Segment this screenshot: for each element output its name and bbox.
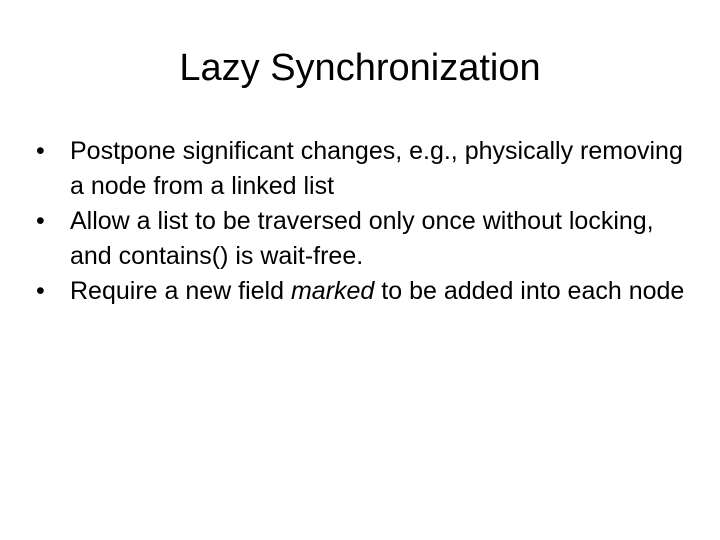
bullet-marker: • [36, 277, 45, 305]
bullet-list [36, 134, 686, 309]
bullet-text-emphasis: marked [290, 277, 375, 305]
bullet-text [70, 277, 684, 305]
bullet-text: Postpone significant changes, e.g., physically removing a node from a linked list [70, 137, 683, 200]
slide-title: Lazy Synchronization [179, 47, 541, 89]
bullet-text-after: to be added into each node [374, 277, 685, 305]
bullet-text: Allow a list to be traversed only once without locking, and contains() is wait-free. [70, 207, 654, 270]
bullet-marker: • [36, 207, 45, 235]
bullet-item-allow [36, 204, 686, 274]
bullet-item-postpone [36, 134, 686, 204]
bullet-item-require [36, 274, 686, 309]
bullet-marker: • [36, 137, 45, 165]
bullet-text-before: Require a new field [70, 277, 291, 305]
